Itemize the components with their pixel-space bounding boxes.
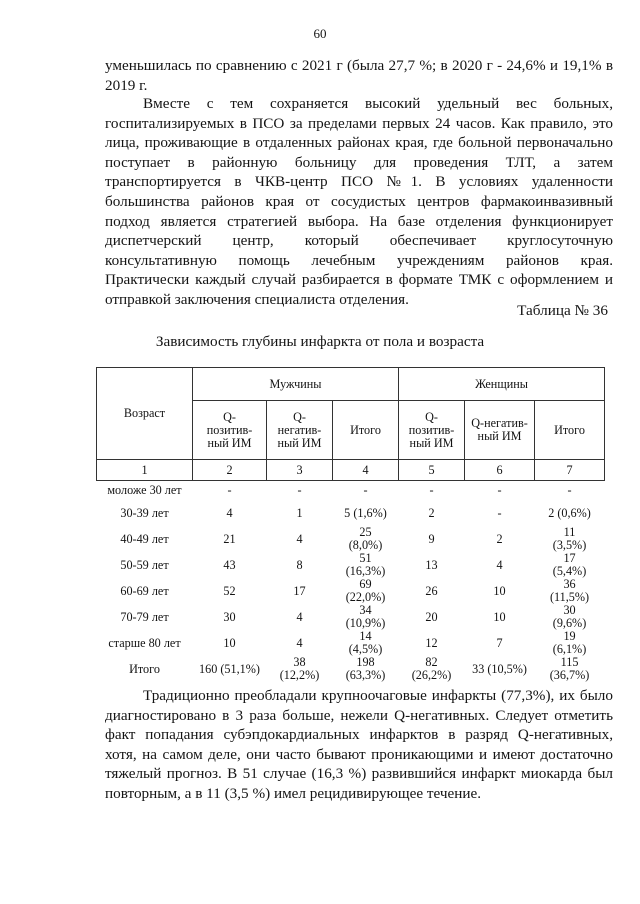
cell-line: Q- [425,409,438,424]
paragraph-2-line: поступает в районную больницу для проведения ТЛТ, а затем [105,153,613,171]
cell-line: 34 [359,603,372,617]
page-number: 60 [313,26,327,41]
cell-line: 14 [359,629,372,643]
men-total-cell [333,526,399,552]
women-q-negative-cell [465,656,535,682]
women-q-positive-cell [399,481,465,501]
cell-line: (6,1%) [552,642,587,656]
cell-line: 33 (10,5%) [472,661,527,676]
cell-line: (11,5%) [549,590,590,604]
table-row [97,481,605,501]
men-q-positive-cell [193,500,267,526]
header-men-total: Итого [333,401,399,460]
women-total-cell [535,604,605,630]
women-q-positive-cell [399,500,465,526]
cell-line: 43 [223,557,236,572]
age-cell: 50-59 лет [120,557,169,572]
men-q-negative-cell [267,500,333,526]
women-q-positive-cell [399,578,465,604]
cell-line: - [227,483,232,497]
cell-line: Q-негатив- [471,416,528,430]
cell-line: 4 [296,531,303,546]
column-number: 4 [333,460,399,481]
women-q-positive-cell [399,526,465,552]
men-q-positive-cell [193,481,267,501]
paragraph-2-line: транспортируется в ЧКВ-центр ПСО №1. В условиях удаленности [105,173,613,191]
table-row [97,578,605,604]
paragraph-2-line: консультативную помощь лечебным учреждениям районов края. [105,251,613,269]
age-cell: старше 80 лет [108,635,181,650]
men-total-cell [333,630,399,656]
header-men: Мужчины [193,368,399,401]
men-q-negative-cell [267,481,333,501]
cell-line: 26 [425,583,438,598]
cell-line: (5,4%) [552,564,587,578]
men-q-positive-cell [193,656,267,682]
table-row [97,526,605,552]
cell-line: 7 [496,635,503,650]
cell-line: 4 [496,557,503,572]
women-q-negative-cell [465,552,535,578]
table-row [97,630,605,656]
cell-line: 17 [563,551,576,565]
cell-line: (36,7%) [549,668,590,682]
cell-line: (4,5%) [348,642,383,656]
cell-line: Q- [223,409,236,424]
age-cell: 40-49 лет [120,531,169,546]
cell-line: 115 [560,655,579,669]
age-cell: моложе 30 лет [107,483,182,497]
header-men-q-positive [193,401,267,460]
cell-line: (8,0%) [348,538,383,552]
women-total-cell [535,630,605,656]
header-women: Женщины [399,368,605,401]
women-q-positive-cell [399,552,465,578]
table-title: Зависимость глубины инфаркта от пола и возраста [155,333,485,350]
women-total-cell [535,578,605,604]
paragraph-3-line: факт попадания субэпдокардиальных инфарктов в разряд Q-негативных, [105,726,613,744]
women-q-negative-cell [465,500,535,526]
header-women-q-negative [465,401,535,460]
table-row [97,604,605,630]
cell-line: ный ИМ [477,429,522,443]
men-total-cell [333,500,399,526]
cell-line: 38 [293,655,306,669]
paragraph-1 [105,56,613,95]
men-q-positive-cell [193,604,267,630]
cell-line: (3,5%) [552,538,587,552]
cell-line: 13 [425,557,438,572]
cell-line: 2 [428,505,435,520]
men-q-negative-cell [267,578,333,604]
paragraph-2-line: отправкой заключения специалиста отделения. [105,290,409,308]
men-total-cell [333,481,399,501]
women-q-positive-cell [399,656,465,682]
cell-line: ный ИМ [409,435,454,450]
table-row [97,656,605,682]
cell-line: 36 [563,577,576,591]
column-number: 6 [465,460,535,481]
paragraph-1-line: уменьшилась по сравнению с 2021 г (была 27,7 %; в 2020 г - 24,6% и 19,1% в [105,57,613,74]
cell-line: 19 [563,629,576,643]
women-q-negative-cell [465,604,535,630]
cell-line: 12 [425,635,438,650]
women-total-cell [535,481,605,501]
table-row [97,500,605,526]
cell-line: (22,0%) [345,590,386,604]
cell-line: 69 [359,577,372,591]
paragraph-3-line: повторным, а в 11 (3,5 %) имел рецидивирующее течение. [105,784,482,802]
cell-line: 9 [428,531,435,546]
women-q-negative-cell [465,481,535,501]
header-women-q-positive [399,401,465,460]
age-cell: 60-69 лет [120,583,169,598]
cell-line: 82 [425,655,438,669]
women-total-cell [535,500,605,526]
cell-line: - [497,505,502,520]
men-q-negative-cell [267,552,333,578]
paragraph-2-line: Вместе с тем сохраняется высокий удельный вес больных, [143,95,613,112]
men-q-negative-cell [267,630,333,656]
cell-line: 160 (51,1%) [199,661,260,676]
cell-line: 5 (1,6%) [344,505,387,520]
cell-line: - [497,483,502,497]
cell-line: 20 [425,609,438,624]
cell-line: 10 [493,583,506,598]
men-q-negative-cell [267,526,333,552]
men-q-positive-cell [193,630,267,656]
women-q-positive-cell [399,630,465,656]
cell-line: 2 [496,531,503,546]
paragraph-2 [105,94,613,310]
cell-line: - [567,483,572,497]
paragraph-2-line: подход является стратегией выбора. На базе отделения функционирует [105,212,613,230]
cell-line: ный ИМ [207,435,252,450]
women-q-negative-cell [465,526,535,552]
column-number: 3 [267,460,333,481]
cell-line: (26,2%) [411,668,452,682]
men-total-cell [333,656,399,682]
women-total-cell [535,526,605,552]
cell-line: 11 [563,525,576,539]
cell-line: 30 [223,609,236,624]
column-number-row [97,460,605,481]
cell-line: (12,2%) [279,668,320,682]
women-q-positive-cell [399,604,465,630]
column-number: 7 [535,460,605,481]
men-total-cell [333,578,399,604]
women-total-cell [535,552,605,578]
age-cell: 70-79 лет [120,609,169,624]
women-total-cell [535,656,605,682]
cell-line: (16,3%) [345,564,386,578]
column-number: 1 [97,460,193,481]
cell-line: негатив- [277,422,322,437]
cell-line: 25 [359,525,372,539]
men-total-cell [333,552,399,578]
header-women-total: Итого [535,401,605,460]
cell-line: 198 [356,655,375,669]
men-q-negative-cell [267,604,333,630]
cell-line: - [363,483,368,497]
column-number: 5 [399,460,465,481]
men-q-positive-cell [193,578,267,604]
cell-line: (10,9%) [345,616,386,630]
cell-line: - [297,483,302,497]
cell-line: 10 [493,609,506,624]
men-total-cell [333,604,399,630]
paragraph-3 [105,686,613,804]
women-q-negative-cell [465,630,535,656]
paragraph-2-line: госпитализируемых в ПСО за пределами первых 24 часов. Как правило, это [105,114,613,132]
cell-line: (63,3%) [345,668,386,682]
cell-line: - [429,483,434,497]
cell-line: 1 [296,505,303,520]
age-cell: Итого [129,661,160,676]
paragraph-3-line: Традиционно преобладали крупноочаговые инфаркты (77,3%), их было [143,687,613,704]
cell-line: позитив- [408,422,455,437]
paragraph-3-line: диагностировано в 3 раза больше, нежели Q-негативных. Следует отметить [105,706,613,724]
cell-line: 2 (0,6%) [548,505,591,520]
column-number: 2 [193,460,267,481]
age-cell: 30-39 лет [120,505,169,520]
table-label: Таблица № 36 [517,302,608,319]
cell-line: 4 [296,635,303,650]
women-q-negative-cell [465,578,535,604]
cell-line: 8 [296,557,303,572]
paragraph-2-line: диспетчерский центр, который обеспечивает круглосуточную [105,232,613,250]
paragraph-3-line: тяжелый прогноз. В 51 случае (16,3 %) развившийся инфаркт миокарда был [105,765,613,783]
cell-line: ный ИМ [277,435,322,450]
cell-line: 10 [223,635,236,650]
men-q-negative-cell [267,656,333,682]
cell-line: Q- [293,409,306,424]
infarct-depth-table [96,367,605,682]
cell-line: позитив- [206,422,253,437]
header-age: Возраст [97,368,193,460]
cell-line: 4 [226,505,233,520]
cell-line: 51 [359,551,372,565]
paragraph-2-line: большинства районов края от сосудистых центров фармакоинвазивный [105,192,613,210]
cell-line: 52 [223,583,236,598]
paragraph-2-line: Практически каждый случай разбирается в формате ТМК с оформлением и [105,271,613,289]
cell-line: 4 [296,609,303,624]
paragraph-3-line: хотя, на самом деле, они часто бывают проникающими и имеют достаточно [105,745,613,763]
men-q-positive-cell [193,526,267,552]
table-row [97,552,605,578]
header-men-q-negative [267,401,333,460]
cell-line: (9,6%) [552,616,587,630]
paragraph-2-line: лица, проживающие в отдаленных районах края, где больной первоначально [105,134,613,152]
men-q-positive-cell [193,552,267,578]
cell-line: 30 [563,603,576,617]
cell-line: 17 [293,583,306,598]
paragraph-1-line: 2019 г. [105,76,148,94]
cell-line: 21 [223,531,236,546]
